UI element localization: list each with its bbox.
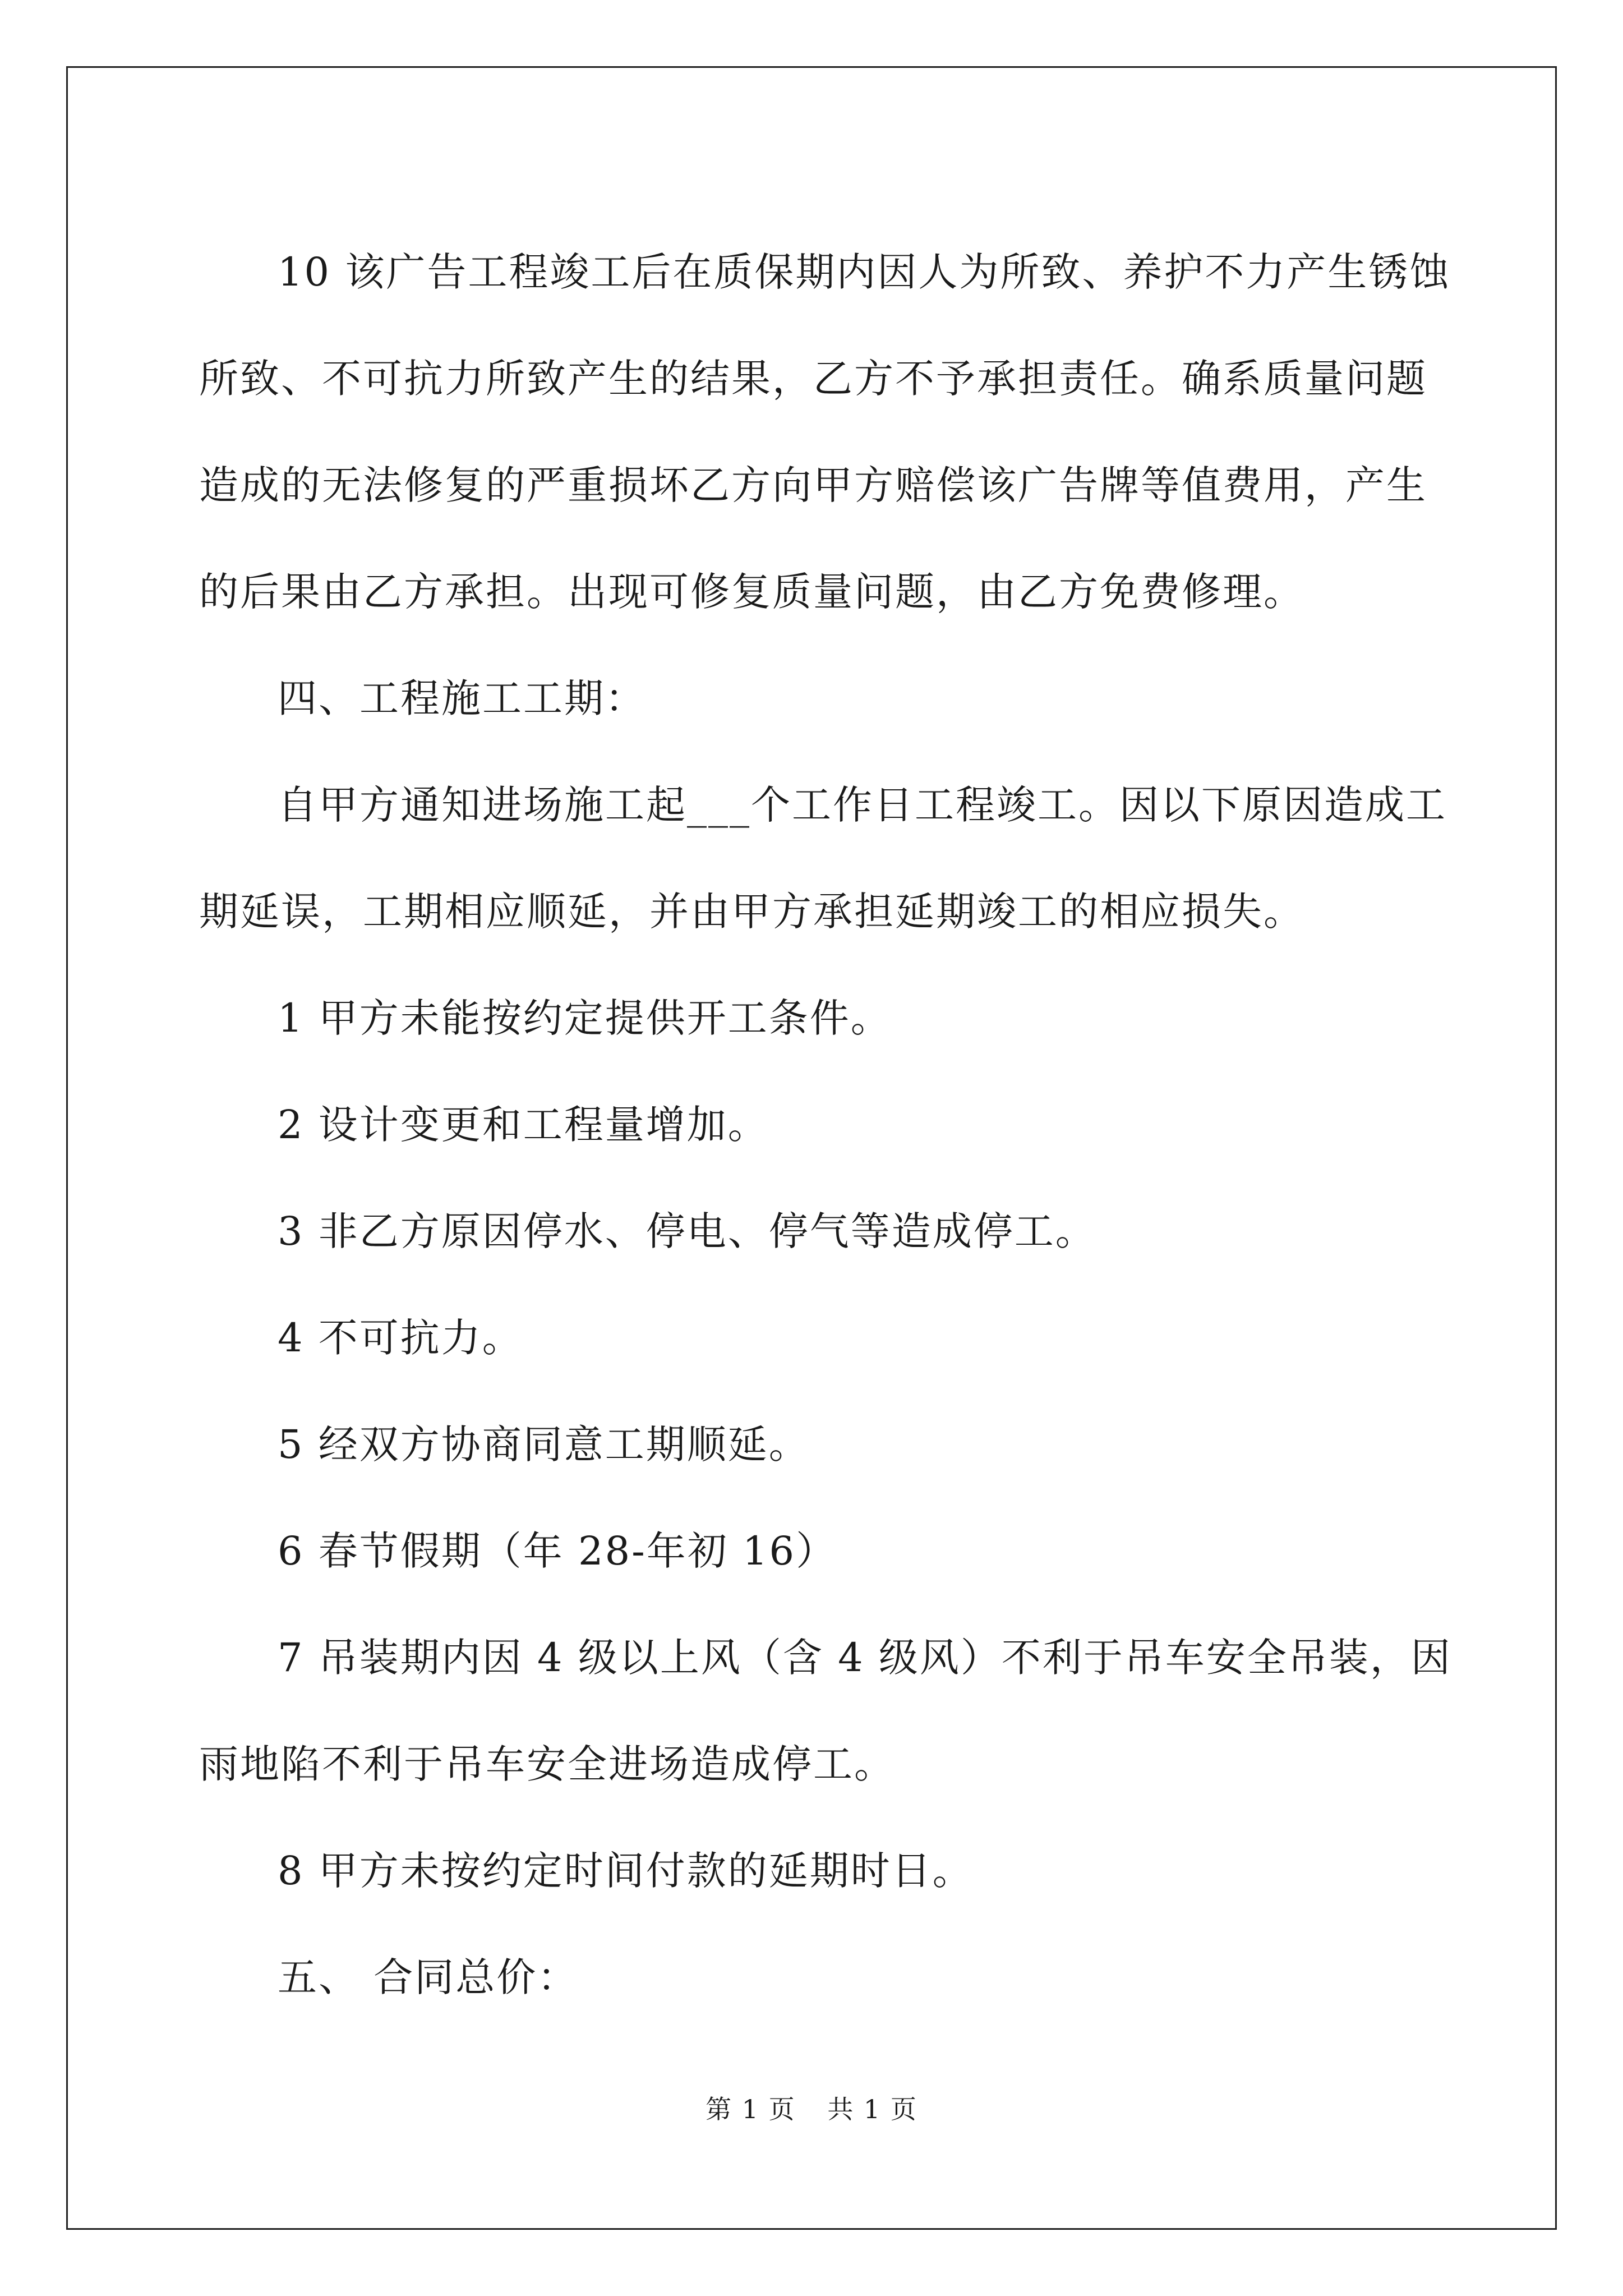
paragraph-line: 期延误，工期相应顺延，并由甲方承担延期竣工的相应损失。 [199, 889, 1304, 935]
list-item: 1 甲方未能按约定提供开工条件。 [278, 995, 892, 1041]
page-footer [0, 2092, 1623, 2126]
list-item: 4 不可抗力。 [278, 1315, 523, 1361]
list-item: 5 经双方协商同意工期顺延。 [278, 1421, 810, 1467]
paragraph-line: 自甲方通知进场施工起___个工作日工程竣工。因以下原因造成工 [278, 782, 1447, 828]
page-number-current: 第 1 页 [706, 2094, 796, 2124]
paragraph-line: 10 该广告工程竣工后在质保期内因人为所致、养护不力产生锈蚀 [278, 249, 1451, 295]
list-item: 8 甲方未按约定时间付款的延期时日。 [278, 1848, 974, 1894]
list-item: 6 春节假期（年 28-年初 16） [278, 1528, 837, 1574]
list-item: 2 设计变更和工程量增加。 [278, 1102, 769, 1148]
paragraph-line: 所致、不可抗力所致产生的结果，乙方不予承担责任。确系质量问题 [199, 356, 1427, 402]
list-item: 7 吊装期内因 4 级以上风（含 4 级风）不利于吊车安全吊装，因 [278, 1635, 1452, 1681]
section-heading: 四、工程施工工期： [278, 675, 646, 721]
section-heading: 五、 合同总价： [278, 1954, 579, 2000]
page-number-total: 共 1 页 [827, 2094, 917, 2124]
paragraph-line: 的后果由乙方承担。出现可修复质量问题，由乙方免费修理。 [199, 569, 1304, 615]
document-body [199, 219, 1452, 2031]
list-item-continuation: 雨地陷不利于吊车安全进场造成停工。 [199, 1741, 895, 1787]
list-item: 3 非乙方原因停水、停电、停气等造成停工。 [278, 1208, 1096, 1254]
paragraph-line: 造成的无法修复的严重损坏乙方向甲方赔偿该广告牌等值费用，产生 [199, 462, 1427, 508]
